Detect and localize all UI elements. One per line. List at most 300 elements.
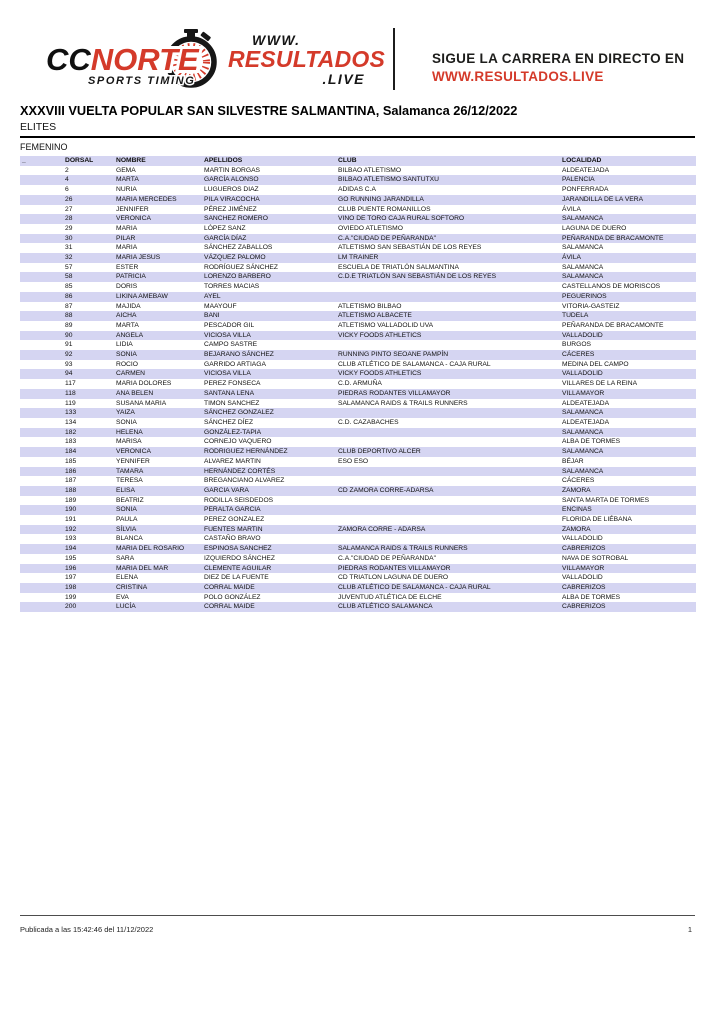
cell-club — [336, 428, 560, 438]
cell-club: ATLETISMO SAN SEBASTIÁN DE LOS REYES — [338, 244, 482, 252]
cell-dorsal: 194 — [65, 545, 77, 553]
cell-nombre: CARMEN — [116, 370, 145, 378]
cell-indicator — [20, 243, 63, 253]
cell-nombre: MARIA — [116, 244, 138, 252]
cell-dorsal: 200 — [65, 603, 77, 611]
cell-nombre: ELISA — [116, 486, 135, 494]
cell-nombre: ESTER — [116, 263, 139, 271]
cell-indicator — [20, 185, 63, 195]
table-row — [20, 437, 696, 447]
table-row — [20, 331, 696, 341]
cell-nombre: PATRICIA — [116, 273, 146, 281]
cell-localidad: SALAMANCA — [562, 244, 604, 252]
cell-club: CLUB ATLÉTICO DE SALAMANCA - CAJA RURAL — [338, 360, 491, 368]
table-row — [20, 515, 696, 525]
cell-indicator — [20, 302, 63, 312]
cell-dorsal: 91 — [65, 341, 73, 349]
cell-nombre: LIKINA AMEBAW — [116, 292, 168, 300]
cell-indicator — [20, 379, 63, 389]
cell-localidad: SALAMANCA — [562, 448, 604, 456]
cell-dorsal: 188 — [65, 486, 77, 494]
cell-club: GO RUNNING JARANDILLA — [338, 195, 424, 203]
cell-club — [336, 408, 560, 418]
cell-indicator — [20, 224, 63, 234]
cell-nombre: MARIA DEL MAR — [116, 564, 169, 572]
follow-race-block — [432, 51, 684, 84]
cell-dorsal: 184 — [65, 448, 77, 456]
cell-apellidos: PILA VIRACOCHA — [204, 195, 260, 203]
table-row — [20, 544, 696, 554]
cell-indicator — [20, 399, 63, 409]
event-title: XXXVIII VUELTA POPULAR SAN SILVESTRE SALMANTINA, Salamanca 26/12/2022 — [20, 103, 518, 118]
cell-nombre: MARIA JESUS — [116, 254, 161, 262]
cell-club: BILBAO ATLETISMO — [338, 166, 402, 174]
cell-localidad: ZAMORA — [562, 486, 591, 494]
cell-apellidos: CLEMENTE AGUILAR — [204, 564, 272, 572]
column-header-localidad: LOCALIDAD — [562, 157, 602, 164]
cell-apellidos: MARTIN BORGAS — [204, 166, 260, 174]
table-row — [20, 554, 696, 564]
cell-nombre: YENNIFER — [116, 457, 150, 465]
cell-nombre: SONIA — [116, 418, 137, 426]
table-row — [20, 224, 696, 234]
cell-club: CLUB ATLÉTICO DE SALAMANCA - CAJA RURAL — [338, 583, 491, 591]
cell-localidad: VILLARES DE LA REINA — [562, 380, 638, 388]
cell-apellidos: SÁNCHEZ DÍEZ — [204, 418, 254, 426]
table-row — [20, 282, 696, 292]
cell-club: CD TRIATLON LAGUNA DE DUERO — [338, 574, 449, 582]
cell-apellidos: RODRIGUEZ HERNÁNDEZ — [204, 448, 288, 456]
cell-indicator — [20, 486, 63, 496]
cell-club: C.D. CAZABACHES — [338, 418, 399, 426]
cell-localidad: PEÑARANDA DE BRACAMONTE — [562, 234, 664, 242]
cell-localidad: CABRERIZOS — [562, 545, 606, 553]
cell-apellidos: ESPINOSA SANCHEZ — [204, 545, 272, 553]
cell-localidad: PONFERRADA — [562, 186, 609, 194]
cell-apellidos: CORRAL MAIDE — [204, 603, 255, 611]
cell-nombre: GEMA — [116, 166, 136, 174]
table-row — [20, 379, 696, 389]
cell-localidad: MEDINA DEL CAMPO — [562, 360, 629, 368]
cell-localidad: BURGOS — [562, 341, 591, 349]
published-timestamp: Publicada a las 15:42:46 del 11/12/2022 — [20, 925, 154, 934]
cell-indicator — [20, 234, 63, 244]
cell-dorsal: 92 — [65, 351, 73, 359]
cell-nombre: NURIA — [116, 186, 137, 194]
cell-dorsal: 191 — [65, 516, 77, 524]
table-row — [20, 350, 696, 360]
cell-localidad: SALAMANCA — [562, 215, 604, 223]
cell-localidad: FLORIDA DE LIÉBANA — [562, 516, 632, 524]
cell-localidad: CÁCERES — [562, 351, 595, 359]
cell-dorsal: 199 — [65, 593, 77, 601]
cell-indicator — [20, 214, 63, 224]
cell-nombre: TERESA — [116, 477, 143, 485]
column-header-nombre: NOMBRE — [116, 157, 146, 164]
cell-club — [336, 505, 560, 515]
cell-dorsal: 88 — [65, 312, 73, 320]
cell-indicator — [20, 602, 63, 612]
cell-club: CD ZAMORA CORRE-ADARSA — [338, 486, 434, 494]
cell-indicator — [20, 447, 63, 457]
cell-apellidos: LORENZO BARBERO — [204, 273, 271, 281]
cell-apellidos: PEREZ FONSECA — [204, 380, 261, 388]
cell-localidad: SANTA MARTA DE TORMES — [562, 496, 650, 504]
cell-dorsal: 90 — [65, 331, 73, 339]
cell-club: PIEDRAS RODANTES VILLAMAYOR — [338, 564, 451, 572]
cell-apellidos: PÉREZ JIMÉNEZ — [204, 205, 257, 213]
cell-dorsal: 117 — [65, 380, 76, 388]
cell-apellidos: TIMON SANCHEZ — [204, 399, 260, 407]
cell-apellidos: VICIOSA VILLA — [204, 331, 251, 339]
cell-localidad: PEGUERINOS — [562, 292, 607, 300]
cell-apellidos: GARCÍA ALONSO — [204, 176, 259, 184]
cell-club — [336, 534, 560, 544]
cell-apellidos: LÓPEZ SANZ — [204, 224, 246, 232]
cell-nombre: LUCÍA — [116, 603, 136, 611]
cell-nombre: AICHA — [116, 312, 137, 320]
cell-apellidos: SANTANA LENA — [204, 389, 255, 397]
ccnorte-wordmark — [46, 42, 200, 77]
cell-nombre: ANA BELEN — [116, 389, 154, 397]
cell-indicator — [20, 573, 63, 583]
cell-localidad: ÁVILA — [562, 254, 581, 262]
table-header — [20, 156, 696, 166]
gender-section-label: FEMENINO — [20, 142, 68, 152]
table-row — [20, 534, 696, 544]
table-row — [20, 418, 696, 428]
table-row — [20, 340, 696, 350]
cell-club: LM TRAINER — [338, 254, 379, 262]
cell-nombre: YAIZA — [116, 409, 135, 417]
cell-club: SALAMANCA RAIDS & TRAILS RUNNERS — [338, 545, 468, 553]
cell-apellidos: BANI — [204, 312, 220, 320]
cell-apellidos: HERNÁNDEZ CORTÉS — [204, 467, 276, 475]
cell-indicator — [20, 467, 63, 477]
cell-apellidos: BEJARANO SÁNCHEZ — [204, 351, 274, 359]
cell-localidad: TUDELA — [562, 312, 589, 320]
cell-localidad: CABRERIZOS — [562, 583, 606, 591]
table-row — [20, 428, 696, 438]
table-row — [20, 593, 696, 603]
cell-localidad: LAGUNA DE DUERO — [562, 224, 627, 232]
cell-apellidos: IZQUIERDO SÁNCHEZ — [204, 554, 275, 562]
cell-nombre: MARISA — [116, 438, 142, 446]
cell-nombre: ELENA — [116, 574, 138, 582]
cell-localidad: BÉJAR — [562, 457, 584, 465]
cell-club: VICKY FOODS ATHLETICS — [338, 370, 422, 378]
resultados-live-link[interactable]: WWW.RESULTADOS.LIVE — [432, 68, 604, 84]
table-row — [20, 525, 696, 535]
table-row — [20, 399, 696, 409]
cell-indicator — [20, 263, 63, 273]
cell-dorsal: 30 — [65, 234, 73, 242]
table-row — [20, 185, 696, 195]
table-body — [20, 166, 696, 612]
cell-dorsal: 2 — [65, 166, 69, 174]
cell-dorsal: 28 — [65, 215, 73, 223]
cell-nombre: BEATRIZ — [116, 496, 144, 504]
cell-localidad: CÁCERES — [562, 477, 595, 485]
cell-dorsal: 193 — [65, 535, 77, 543]
table-row — [20, 360, 696, 370]
cell-indicator — [20, 408, 63, 418]
cell-club — [336, 282, 560, 292]
cell-club — [336, 437, 560, 447]
cell-dorsal: 187 — [65, 477, 77, 485]
cell-apellidos: GARCIA VARA — [204, 486, 249, 494]
table-row — [20, 496, 696, 506]
cell-apellidos: GONZÁLEZ-TAPIA — [204, 428, 262, 436]
table-row — [20, 292, 696, 302]
cell-dorsal: 133 — [65, 409, 77, 417]
cell-localidad: NAVA DE SOTROBAL — [562, 554, 629, 562]
table-row — [20, 175, 696, 185]
cell-apellidos: SÁNCHEZ GONZALEZ — [204, 409, 274, 417]
cell-indicator — [20, 554, 63, 564]
cell-indicator — [20, 195, 63, 205]
cell-nombre: VERONICA — [116, 448, 151, 456]
table-row — [20, 272, 696, 282]
cell-indicator — [20, 457, 63, 467]
cell-indicator — [20, 360, 63, 370]
cell-apellidos: BREGANCIANO ALVAREZ — [204, 477, 285, 485]
cell-club: PIEDRAS RODANTES VILLAMAYOR — [338, 389, 451, 397]
cell-nombre: MARIA MERCEDES — [116, 195, 177, 203]
cell-club: RUNNING PINTO SEOANE PAMPÍN — [338, 351, 449, 359]
cell-club: CLUB DEPORTIVO ALCER — [338, 448, 421, 456]
cell-localidad: ALDEATEJADA — [562, 399, 610, 407]
cell-apellidos: SÁNCHEZ ZABALLOS — [204, 244, 273, 252]
cell-nombre: LIDIA — [116, 341, 133, 349]
column-header-indicator: _ — [22, 157, 26, 164]
cell-dorsal: 94 — [65, 370, 73, 378]
cell-indicator — [20, 564, 63, 574]
cell-club: C.D. ARMUÑA — [338, 380, 382, 388]
cell-club: C.A."CIUDAD DE PEÑARANDA" — [338, 554, 437, 562]
cell-dorsal: 85 — [65, 283, 73, 291]
cell-nombre: DORIS — [116, 283, 138, 291]
cell-indicator — [20, 515, 63, 525]
cell-nombre: MARIA — [116, 224, 138, 232]
cell-indicator — [20, 428, 63, 438]
footer-divider-rule — [20, 915, 695, 916]
table-row — [20, 486, 696, 496]
cell-localidad: ENCINAS — [562, 506, 592, 514]
cell-apellidos: VÁZQUEZ PALOMO — [204, 254, 266, 262]
cell-dorsal: 26 — [65, 195, 73, 203]
table-row — [20, 408, 696, 418]
cell-club: ZAMORA CORRE - ADARSA — [338, 525, 426, 533]
cell-nombre: CRISTINA — [116, 583, 148, 591]
cell-dorsal: 182 — [65, 428, 77, 436]
table-row — [20, 573, 696, 583]
cell-apellidos: CORRAL MAIDE — [204, 583, 255, 591]
cell-apellidos: LUGUEROS DIAZ — [204, 186, 259, 194]
cell-club: ATLETISMO ALBACETE — [338, 312, 412, 320]
cell-dorsal: 118 — [65, 389, 76, 397]
cell-nombre: EVA — [116, 593, 129, 601]
cell-indicator — [20, 476, 63, 486]
cell-club: ESCUELA DE TRIATLÓN SALMANTINA — [338, 263, 459, 271]
cell-dorsal: 6 — [65, 186, 69, 194]
table-row — [20, 253, 696, 263]
table-row — [20, 263, 696, 273]
cell-club: ATLETISMO VALLADOLID UVA — [338, 321, 434, 329]
header-vertical-divider — [393, 28, 395, 90]
cell-apellidos: RODRÍGUEZ SÁNCHEZ — [204, 263, 278, 271]
cell-localidad: SALAMANCA — [562, 409, 604, 417]
cell-indicator — [20, 205, 63, 215]
cell-localidad: CASTELLANOS DE MORISCOS — [562, 283, 661, 291]
cell-localidad: VALLADOLID — [562, 331, 603, 339]
cell-localidad: JARANDILLA DE LA VERA — [562, 195, 644, 203]
cell-club: VINO DE TORO CAJA RURAL SOFTORO — [338, 215, 465, 223]
cell-apellidos: GARRIDO ARTIAGA — [204, 360, 266, 368]
table-row — [20, 389, 696, 399]
cell-club: VICKY FOODS ATHLETICS — [338, 331, 422, 339]
cell-indicator — [20, 282, 63, 292]
cell-apellidos: MAAYOUF — [204, 302, 237, 310]
cell-localidad: VALLADOLID — [562, 535, 603, 543]
cell-apellidos: PEREZ GONZALEZ — [204, 516, 265, 524]
cell-club — [336, 467, 560, 477]
cell-indicator — [20, 496, 63, 506]
cell-nombre: MARIA DEL ROSARIO — [116, 545, 185, 553]
cell-nombre: PILAR — [116, 234, 136, 242]
cell-indicator — [20, 525, 63, 535]
table-row — [20, 583, 696, 593]
cell-dorsal: 198 — [65, 583, 77, 591]
cell-indicator — [20, 534, 63, 544]
cell-indicator — [20, 583, 63, 593]
cell-nombre: MARIA DOLORES — [116, 380, 172, 388]
cell-dorsal: 192 — [65, 525, 77, 533]
resultados-live-logo — [228, 32, 386, 87]
cell-localidad: PEÑARANDA DE BRACAMONTE — [562, 321, 664, 329]
column-header-apellidos: APELLIDOS — [204, 157, 243, 164]
cell-club: C.A."CIUDAD DE PEÑARANDA" — [338, 234, 437, 242]
table-row — [20, 243, 696, 253]
cell-localidad: ALDEATEJADA — [562, 166, 610, 174]
table-row — [20, 321, 696, 331]
cell-nombre: SÍLVIA — [116, 525, 137, 533]
cell-apellidos: GARCÍA DÍAZ — [204, 234, 247, 242]
cell-indicator — [20, 505, 63, 515]
cell-club: CLUB ATLÉTICO SALAMANCA — [338, 603, 433, 611]
cell-club — [336, 476, 560, 486]
cell-localidad: ALBA DE TORMES — [562, 593, 621, 601]
cell-dorsal: 134 — [65, 418, 77, 426]
cell-nombre: JENNIFER — [116, 205, 149, 213]
cell-indicator — [20, 321, 63, 331]
cell-apellidos: VICIOSA VILLA — [204, 370, 251, 378]
cell-club: JUVENTUD ATLÉTICA DE ELCHE — [338, 593, 442, 601]
cell-nombre: VERONICA — [116, 215, 151, 223]
cell-club: ADIDAS C.A — [338, 186, 376, 194]
cell-apellidos: SANCHEZ ROMERO — [204, 215, 268, 223]
cell-localidad: ZAMORA — [562, 525, 591, 533]
cell-nombre: TAMARA — [116, 467, 144, 475]
cell-dorsal: 190 — [65, 506, 77, 514]
title-divider-rule — [20, 136, 695, 138]
cell-indicator — [20, 175, 63, 185]
cell-nombre: ANGELA — [116, 331, 144, 339]
cell-localidad: SALAMANCA — [562, 467, 604, 475]
cell-dorsal: 57 — [65, 263, 73, 271]
cell-localidad: VILLAMAYOR — [562, 564, 605, 572]
cell-club — [336, 515, 560, 525]
cell-club: CLUB PUENTE ROMANILLOS — [338, 205, 431, 213]
cell-nombre: SARA — [116, 554, 135, 562]
cell-indicator — [20, 389, 63, 399]
cell-club: SALAMANCA RAIDS & TRAILS RUNNERS — [338, 399, 468, 407]
cell-dorsal: 31 — [65, 244, 73, 252]
follow-race-text: SIGUE LA CARRERA EN DIRECTO EN — [432, 51, 685, 66]
cell-dorsal: 89 — [65, 321, 73, 329]
cell-indicator — [20, 593, 63, 603]
cell-apellidos: PERALTA GARCIA — [204, 506, 261, 514]
cell-dorsal: 32 — [65, 254, 73, 262]
cell-localidad: ALDEATEJADA — [562, 418, 610, 426]
ccnorte-cc-text: CC — [46, 42, 91, 77]
cell-apellidos: TORRES MACIAS — [204, 283, 260, 291]
cell-indicator — [20, 544, 63, 554]
ccnorte-logo — [46, 26, 218, 90]
cell-dorsal: 58 — [65, 273, 73, 281]
cell-dorsal: 183 — [65, 438, 77, 446]
cell-dorsal: 185 — [65, 457, 77, 465]
cell-nombre: PAULA — [116, 516, 138, 524]
cell-indicator — [20, 253, 63, 263]
table-row — [20, 457, 696, 467]
cell-apellidos: CASTAÑO BRAVO — [204, 535, 261, 543]
column-header-dorsal: DORSAL — [65, 157, 94, 164]
cell-indicator — [20, 418, 63, 428]
cell-club: ATLETISMO BILBAO — [338, 302, 402, 310]
resultados-www-text: WWW. — [252, 32, 301, 48]
cell-nombre: SUSANA MARIA — [116, 399, 167, 407]
cell-localidad: ALBA DE TORMES — [562, 438, 621, 446]
table-row — [20, 564, 696, 574]
cell-localidad: CABRERIZOS — [562, 603, 606, 611]
cell-club: ESO ESO — [338, 457, 369, 465]
cell-dorsal: 196 — [65, 564, 77, 572]
column-header-club: CLUB — [338, 157, 357, 164]
cell-apellidos: POLO GONZÁLEZ — [204, 593, 261, 601]
cell-dorsal: 119 — [65, 399, 76, 407]
table-row — [20, 505, 696, 515]
cell-club — [336, 496, 560, 506]
resultados-name-text: RESULTADOS — [228, 46, 386, 72]
cell-nombre: MARTA — [116, 176, 139, 184]
cell-localidad: SALAMANCA — [562, 263, 604, 271]
cell-apellidos: CORNEJO VAQUERO — [204, 438, 272, 446]
cell-dorsal: 27 — [65, 205, 73, 213]
cell-indicator — [20, 350, 63, 360]
cell-club: BILBAO ATLETISMO SANTUTXU — [338, 176, 439, 184]
table-row — [20, 166, 696, 176]
cell-indicator — [20, 340, 63, 350]
category-subtitle: ELITES — [20, 121, 57, 133]
resultados-tld-text: .LIVE — [322, 71, 365, 87]
table-row — [20, 195, 696, 205]
cell-nombre: HELENA — [116, 428, 143, 436]
cell-indicator — [20, 292, 63, 302]
table-row — [20, 311, 696, 321]
cell-dorsal: 93 — [65, 360, 73, 368]
startlist-table — [20, 156, 696, 612]
